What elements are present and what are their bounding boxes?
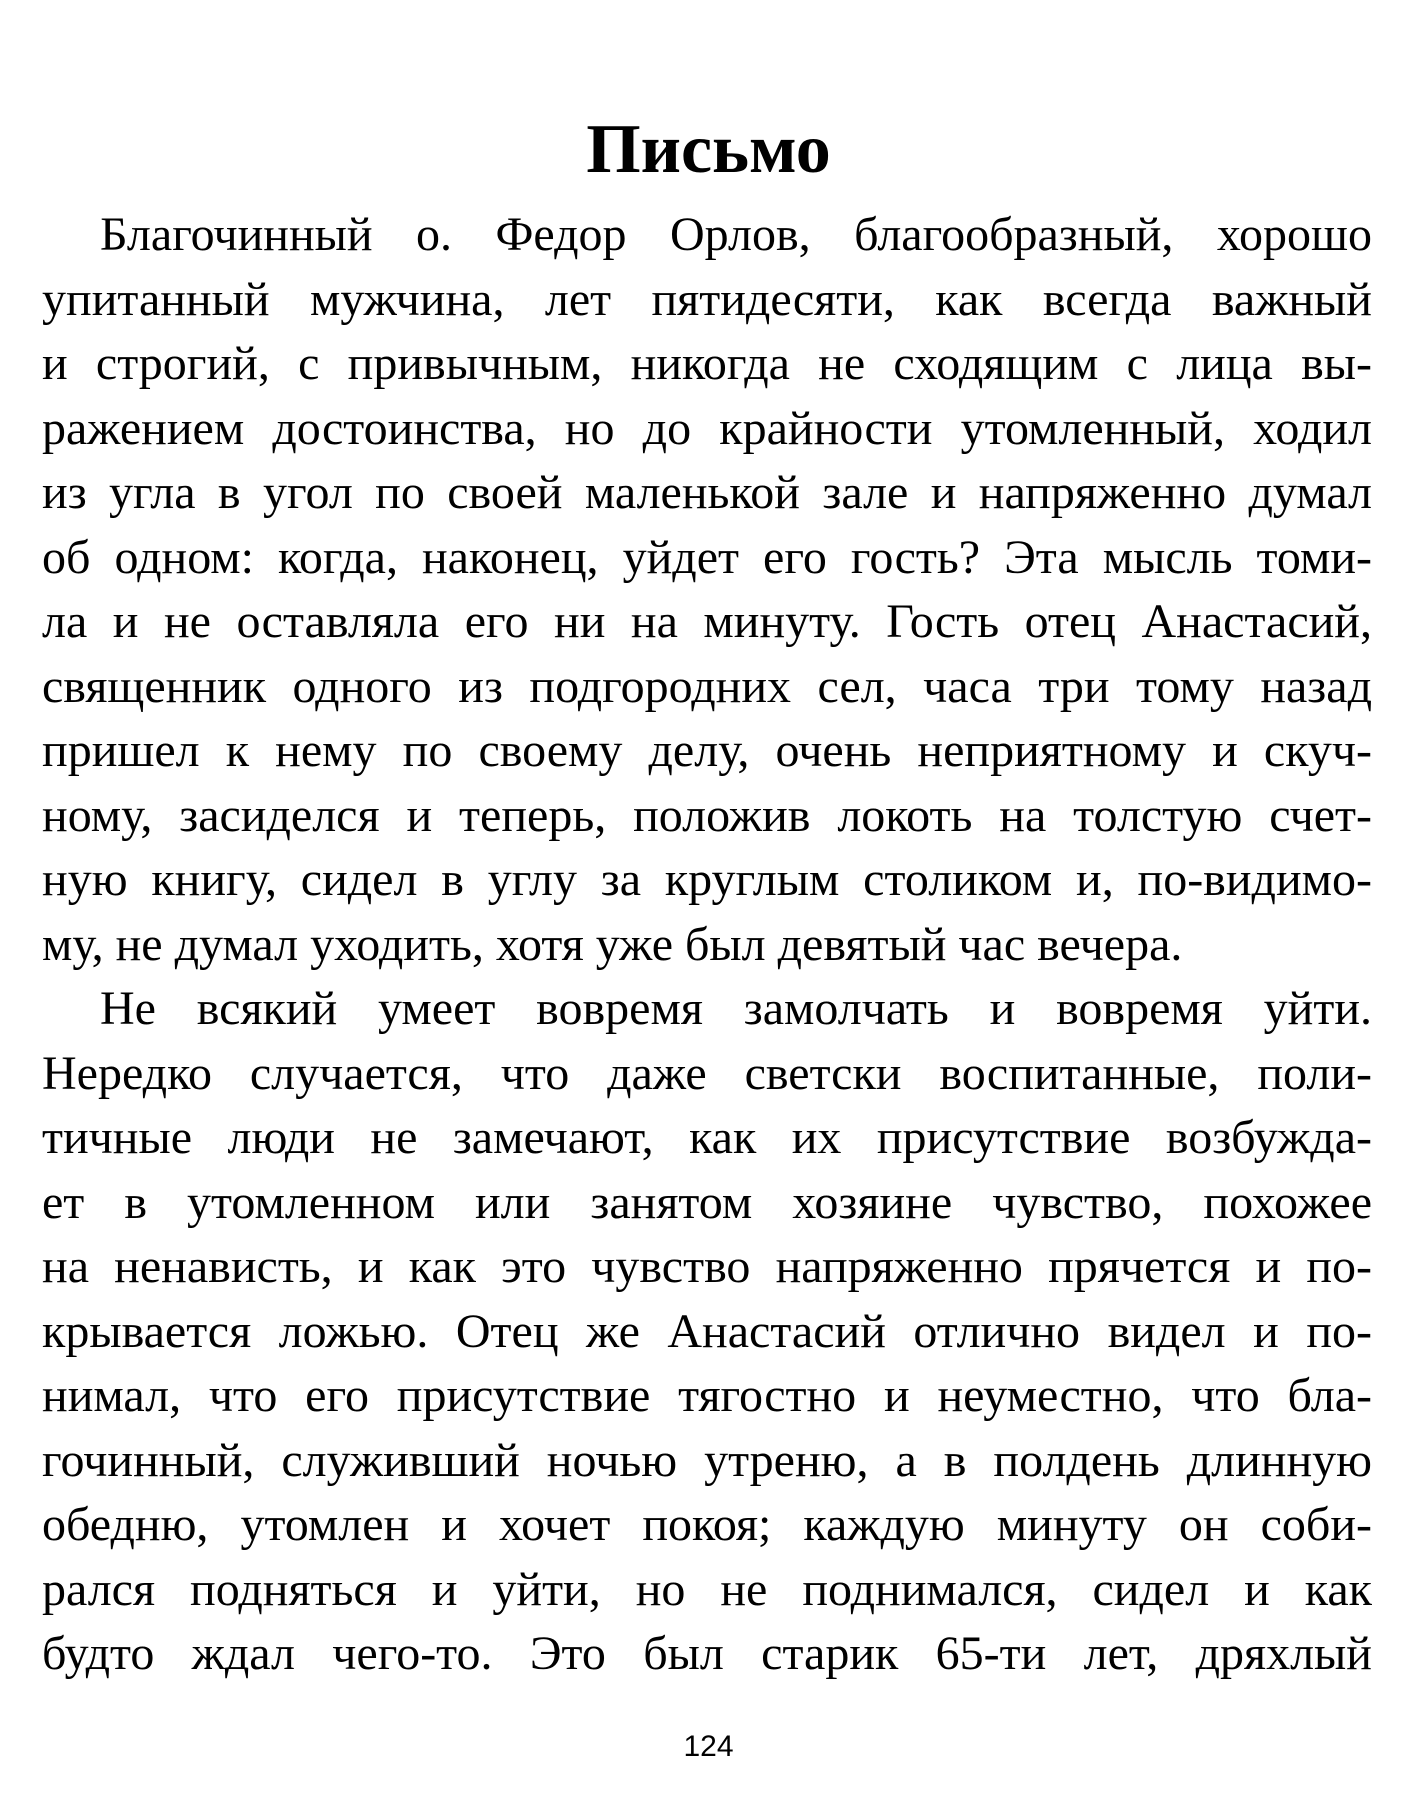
text-line: ражением достоинства, но до крайности утомленный, ходил xyxy=(42,401,1372,455)
text-line: на ненависть, и как это чувство напряженно прячется и по- xyxy=(42,1240,1372,1293)
text-line: ную книгу, сидел в углу за круглым столиком и, по-видимо- xyxy=(42,853,1372,906)
text-line: обедню, утомлен и хочет покоя; каждую минуту он соби- xyxy=(42,1498,1372,1551)
text-line: рался подняться и уйти, но не поднимался, сидел и как xyxy=(42,1562,1372,1616)
paragraph-2 xyxy=(42,977,1372,1687)
page-number: 124 xyxy=(683,1730,734,1763)
text-line: будто ждал чего-то. Это был старик 65-ти лет, дряхлый xyxy=(42,1627,1372,1680)
text-line: Нередко случается, что даже светски воспитанные, поли- xyxy=(42,1046,1372,1100)
text-line: священник одного из подгородних сел, часа три тому назад xyxy=(42,659,1372,713)
page-title: Письмо xyxy=(586,111,831,188)
text-line: гочинный, служивший ночью утреню, а в полдень длинную xyxy=(42,1433,1372,1487)
text-line: упитанный мужчина, лет пятидесяти, как всегда важный xyxy=(42,272,1372,326)
text-line: ет в утомленном или занятом хозяине чувство, похожее xyxy=(42,1175,1372,1229)
text-line: и строгий, с привычным, никогда не сходящим с лица вы- xyxy=(42,337,1372,390)
paragraph-1 xyxy=(42,203,1372,977)
text-line: тичные люди не замечают, как их присутствие возбужда- xyxy=(42,1111,1372,1164)
text-line: ному, засиделся и теперь, положив локоть на толстую счет- xyxy=(42,788,1372,842)
text-line: нимал, что его присутствие тягостно и неуместно, что бла- xyxy=(42,1369,1372,1422)
text-line: из угла в угол по своей маленькой зале и напряженно думал xyxy=(42,466,1372,519)
text-line: об одном: когда, наконец, уйдет его гость? Эта мысль томи- xyxy=(42,530,1372,584)
text-line: пришел к нему по своему делу, очень неприятному и скуч- xyxy=(42,724,1372,777)
text-line: му, не думал уходить, хотя уже был девятый час вечера. xyxy=(42,917,1183,971)
text-line: крывается ложью. Отец же Анастасий отлично видел и по- xyxy=(42,1304,1372,1358)
text-line: ла и не оставляла его ни на минуту. Гость отец Анастасий, xyxy=(42,595,1372,648)
text-line: Не всякий умеет вовремя замолчать и вовремя уйти. xyxy=(100,982,1372,1035)
text-line: Благочинный о. Федор Орлов, благообразный, хорошо xyxy=(100,208,1372,261)
